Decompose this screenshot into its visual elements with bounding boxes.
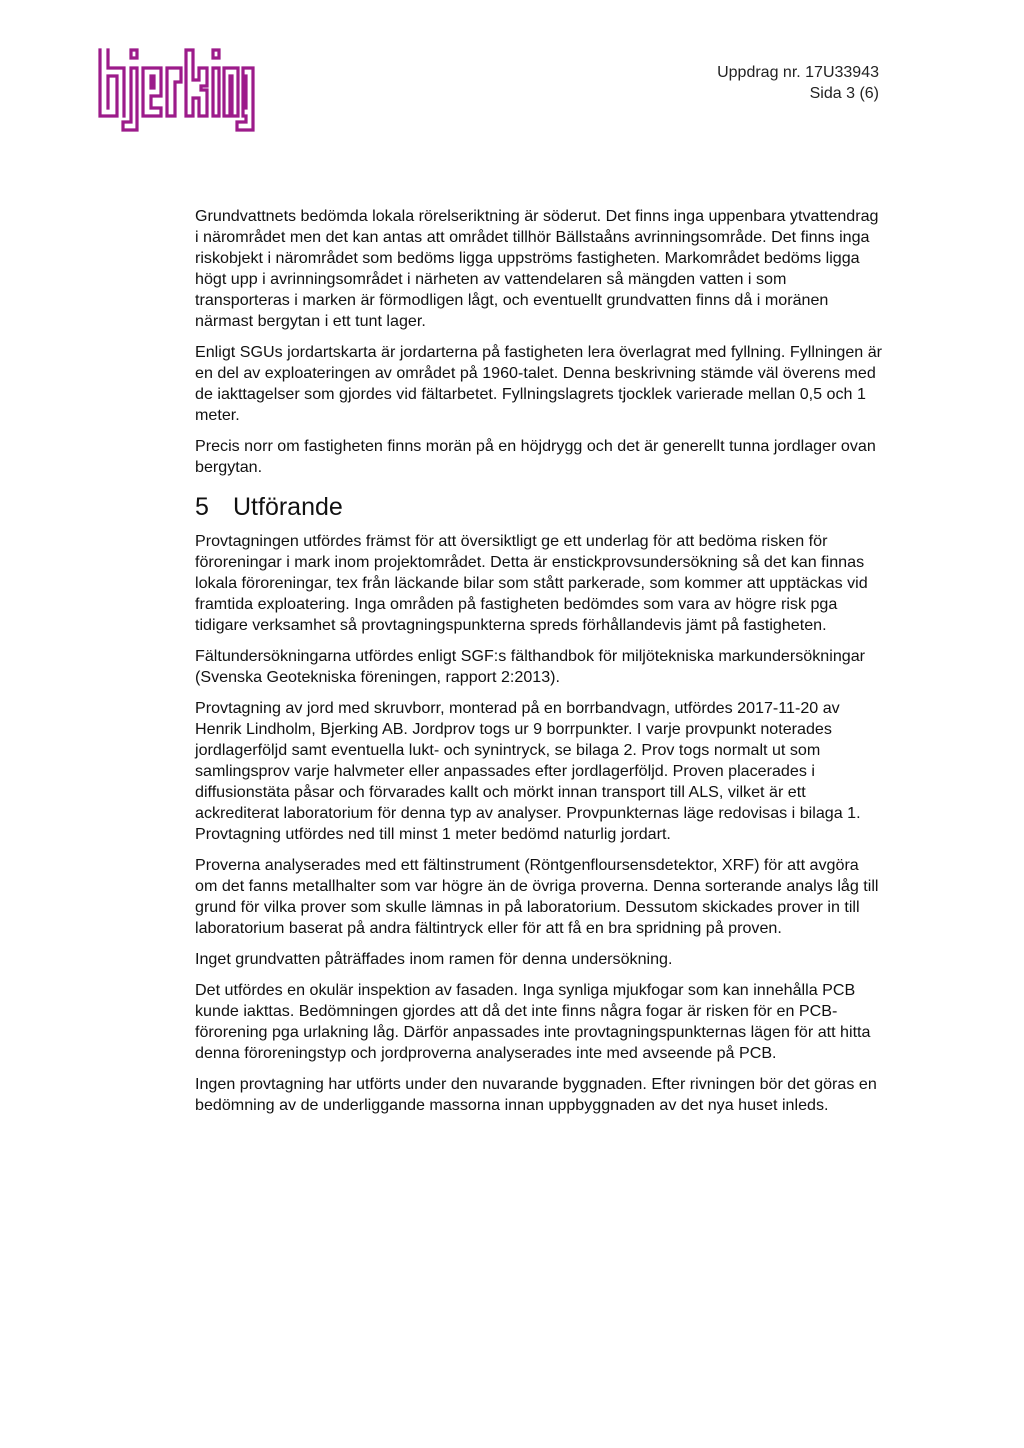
body-paragraph: Provtagning av jord med skruvborr, monterad på en borrbandvagn, utfördes 2017-11-20 av Henrik Lindholm, Bjerking AB. Jordprov togs ur 9 borrpunkter. I varje provpunkt noterades jordlagerföljd samt eventuella lukt- och synintryck, se bilaga 2. Prov togs normalt ut som samlingsprov varje halvmeter eller anpassades efter jordlagerföljd. Proven placerades i diffusionstäta påsar och förvarades kallt och mörkt innan transport till ALS, vilket är ett ackrediterat laboratorium för denna typ av analyser. Provpunkternas läge redovisas i bilaga 1. Provtagning utfördes ned till minst 1 meter bedömd naturlig jordart.	[195, 699, 861, 843]
logo-graphic	[97, 46, 255, 134]
bjerking-logo	[97, 46, 255, 134]
page-header-info	[717, 62, 879, 104]
body-paragraph: Inget grundvatten påträffades inom ramen för denna undersökning.	[195, 950, 673, 968]
body-paragraph: Enligt SGUs jordartskarta är jordarterna på fastigheten lera överlagrat med fyllning. Fyllningen är en del av exploateringen av området på 1960-talet. Denna beskrivning stämde väl överens med de iakttagelser som gjordes vid fältarbetet. Fyllningslagrets tjocklek varierade mellan 0,5 och 1 meter.	[195, 343, 883, 424]
body-paragraph: Grundvattnets bedömda lokala rörelseriktning är söderut. Det finns inga uppenbara ytvattendrag i närområdet men det kan antas att området tillhör Bällstaåns avrinningsområde. Det finns inga riskobjekt i närområdet som bedöms ligga uppströms fastigheten. Markområdet bedöms ligga högt upp i avrinningsområdet i närheten av vattendelaren så mängden vatten i som transporteras i marken är förmodligen lågt, och eventuellt grundvatten finns då i moränen närmast bergytan i ett tunt lager.	[195, 207, 879, 330]
section-heading	[195, 492, 885, 522]
body-paragraph: Proverna analyserades med ett fältinstrument (Röntgenfloursensdetektor, XRF) för att avgöra om det fanns metallhalter som var högre än de övriga proverna. Denna sorterande analys låg till grund för vilka prover som skulle lämnas in på laboratorium. Dessutom skickades prover in till laboratorium baserat på andra fältintryck eller för att få en bra spridning på proven.	[195, 856, 879, 937]
body-paragraph: Ingen provtagning har utförts under den nuvarande byggnaden. Efter rivningen bör det göras en bedömning av de underliggande massorna innan uppbyggnaden av det nya huset inleds.	[195, 1075, 877, 1114]
page-number: Sida 3 (6)	[809, 85, 879, 102]
body-paragraph: Provtagningen utfördes främst för att översiktligt ge ett underlag för att bedöma risken för föroreningar i mark inom projektområdet. Detta är enstickprovsundersökning så det kan finnas lokala föroreningar, tex från läckande bilar som stått parkerade, som kommer att upptäckas vid framtida exploatering. Inga områden på fastigheten bedömdes som vara av högre risk pga tidigare verksamhet så provtagningspunkterna spreds förhållandevis jämt på fastigheten.	[195, 532, 868, 634]
section-number: 5	[195, 493, 209, 521]
section-title: Utförande	[233, 493, 343, 521]
body-paragraph: Det utfördes en okulär inspektion av fasaden. Inga synliga mjukfogar som kan innehålla PCB kunde iakttas. Bedömningen gjordes att då det inte finns några fogar är risken för en PCB-förorening pga urlakning låg. Därför anpassades inte provtagningspunkternas lägen för att hitta denna föroreningstyp och jordproverna analyserades inte med avseende på PCB.	[195, 981, 871, 1062]
document-body	[195, 206, 885, 1126]
assignment-number: Uppdrag nr. 17U33943	[717, 64, 879, 81]
body-paragraph: Precis norr om fastigheten finns morän på en höjdrygg och det är generellt tunna jordlager ovan bergytan.	[195, 437, 876, 476]
body-paragraph: Fältundersökningarna utfördes enligt SGF:s fälthandbok för miljötekniska markundersökningar (Svenska Geotekniska föreningen, rapport 2:2013).	[195, 647, 866, 686]
